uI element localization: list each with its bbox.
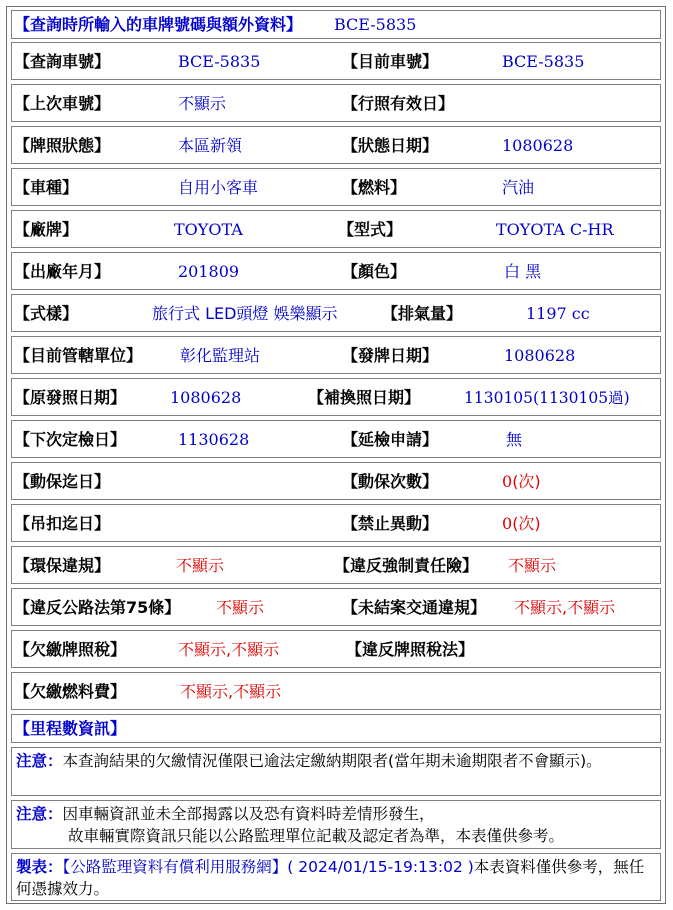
transfer-ban-num: 0 [502, 514, 513, 533]
note-1-label: 注意： [16, 752, 63, 770]
header-row [11, 10, 661, 39]
row-plate [11, 42, 661, 80]
row-office [11, 336, 661, 374]
row-style [11, 294, 661, 332]
unpaid-tax-label: 【欠繳牌照稅】 [14, 640, 127, 659]
row-revoke [11, 504, 661, 542]
vehicle-type-label: 【車種】 [14, 178, 79, 197]
vehicle-type-value: 自用小客車 [178, 178, 259, 197]
lien-count-unit: (次) [512, 472, 541, 491]
extend-value: 無 [506, 430, 523, 449]
row-unpaid-tax [11, 630, 661, 668]
unpaid-tax-value: 不顯示,不顯示 [178, 640, 280, 659]
last-plate-label: 【上次車號】 [14, 94, 111, 113]
color-label: 【顏色】 [342, 262, 407, 281]
art75-value: 不顯示 [216, 598, 265, 617]
lien-count-value [502, 472, 541, 492]
tax-violation-label: 【違反牌照稅法】 [346, 640, 475, 659]
status-date-value: 1080628 [502, 136, 574, 155]
transfer-ban-value [502, 514, 541, 534]
row-plate-status [11, 126, 661, 164]
note-2-label: 注意： [16, 805, 63, 823]
displacement-label: 【排氣量】 [382, 304, 463, 323]
note-2-line-2: 故車輛實際資訊只能以公路監理單位記載及認定者為準，本表僅供參考。 [68, 827, 565, 845]
current-plate-label: 【目前車號】 [342, 52, 439, 71]
row-mfg-date [11, 252, 661, 290]
transfer-ban-unit: (次) [512, 514, 541, 533]
issue-date-value: 1080628 [504, 346, 576, 365]
lien-count-num: 0 [502, 472, 513, 491]
current-plate-value: BCE-5835 [502, 52, 585, 71]
query-plate-value: BCE-5835 [178, 52, 261, 71]
insurance-label: 【違反強制責任險】 [334, 556, 479, 575]
note-1 [11, 747, 661, 796]
issue-date-label: 【發牌日期】 [342, 346, 439, 365]
env-violation-label: 【環保違規】 [14, 556, 111, 575]
row-art75 [11, 588, 661, 626]
footer [11, 853, 661, 901]
displacement-value: 1197 cc [526, 304, 590, 323]
brand-label: 【廠牌】 [14, 220, 79, 239]
row-lien [11, 462, 661, 500]
note-2-text-block [16, 803, 654, 847]
reissue-label: 【補換照日期】 [308, 388, 421, 407]
footer-text: 本表資料僅供參考，無任何憑據效力。 [16, 858, 645, 898]
office-label: 【目前管轄單位】 [14, 346, 143, 365]
footer-label: 製表： [16, 858, 63, 876]
transfer-ban-label: 【禁止異動】 [342, 514, 439, 533]
footer-text-block [16, 856, 654, 900]
mileage-label: 【里程數資訊】 [14, 719, 127, 738]
row-env-violation [11, 546, 661, 584]
license-valid-label: 【行照有效日】 [342, 94, 455, 113]
status-date-label: 【狀態日期】 [342, 136, 439, 155]
header-title-plate: BCE-5835 [334, 15, 417, 34]
note-2-line-1: 因車輛資訊並未全部揭露以及恐有資料時差情形發生， [62, 805, 435, 823]
color-value: 白 黑 [504, 262, 542, 281]
note-2 [11, 800, 661, 849]
env-violation-value: 不顯示 [176, 556, 225, 575]
model-value: TOYOTA C-HR [496, 220, 614, 239]
row-vehicle-type [11, 168, 661, 206]
unpaid-fuel-label: 【欠繳燃料費】 [14, 682, 127, 701]
orig-license-label: 【原發照日期】 [14, 388, 127, 407]
model-label: 【型式】 [338, 220, 403, 239]
extend-label: 【延檢申請】 [342, 430, 439, 449]
art75-label: 【違反公路法第75條】 [14, 598, 181, 617]
next-inspect-value: 1130628 [178, 430, 250, 449]
reissue-value: 1130105(1130105過) [464, 389, 630, 407]
vehicle-info-table [6, 6, 666, 904]
unsettled-value: 不顯示,不顯示 [514, 598, 616, 617]
orig-license-value: 1080628 [170, 388, 242, 407]
row-orig-license [11, 378, 661, 416]
insurance-value: 不顯示 [508, 556, 557, 575]
mfg-date-value: 201809 [178, 262, 240, 281]
fuel-label: 【燃料】 [342, 178, 407, 197]
footer-source: 【公路監理資料有償利用服務網】 [62, 858, 288, 876]
note-1-text: 本查詢結果的欠繳情況僅限已逾法定繳納期限者(當年期未逾期限者不會顯示)。 [62, 752, 602, 770]
style-label: 【式樣】 [14, 304, 79, 323]
brand-value: TOYOTA [174, 220, 243, 239]
fuel-value: 汽油 [502, 178, 535, 197]
last-plate-value: 不顯示 [178, 94, 227, 113]
note-1-text-block [16, 750, 654, 772]
lien-count-label: 【動保次數】 [342, 472, 439, 491]
revoke-until-label: 【吊扣迄日】 [14, 514, 111, 533]
next-inspect-label: 【下次定檢日】 [14, 430, 127, 449]
row-brand [11, 210, 661, 248]
footer-time: ( 2024/01/15-19:13:02 ) [287, 858, 474, 876]
header-title-label: 【查詢時所輸入的車牌號碼與額外資料】 [14, 15, 303, 34]
office-value: 彰化監理站 [180, 346, 261, 365]
row-last-plate [11, 84, 661, 122]
unsettled-label: 【未結案交通違規】 [342, 598, 487, 617]
row-next-inspect [11, 420, 661, 458]
unpaid-fuel-value: 不顯示,不顯示 [180, 682, 282, 701]
mfg-date-label: 【出廠年月】 [14, 262, 111, 281]
lien-until-label: 【動保迄日】 [14, 472, 111, 491]
plate-status-label: 【牌照狀態】 [14, 136, 111, 155]
row-mileage [11, 714, 661, 743]
plate-status-value: 本區新領 [178, 136, 243, 155]
query-plate-label: 【查詢車號】 [14, 52, 111, 71]
row-unpaid-fuel [11, 672, 661, 710]
style-value: 旅行式 LED頭燈 娛樂顯示 [152, 304, 338, 323]
